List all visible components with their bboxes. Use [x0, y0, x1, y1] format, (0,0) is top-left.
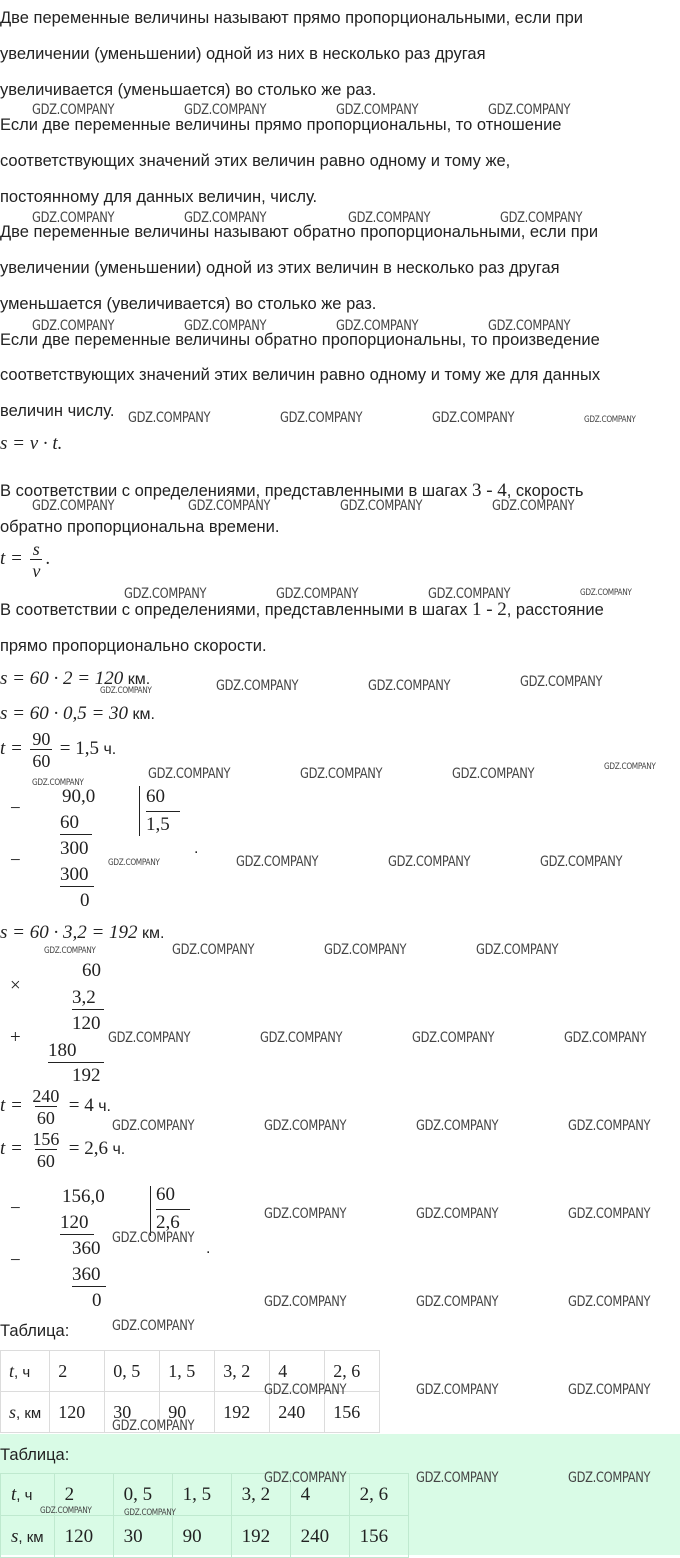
table-cell: 2, 6 [325, 1351, 380, 1392]
table-cell: 2 [54, 1474, 113, 1516]
watermark: GDZ.COMPANY [32, 778, 84, 788]
table-cell: 240 [290, 1516, 349, 1558]
minus-sign: − [10, 1250, 21, 1271]
watermark: GDZ.COMPANY [324, 942, 407, 958]
table-cell: 1, 5 [160, 1351, 215, 1392]
watermark: GDZ.COMPANY [452, 766, 535, 782]
row-header: t, ч [1, 1351, 50, 1392]
watermark: GDZ.COMPANY [184, 210, 267, 226]
table-cell: 0, 5 [113, 1474, 172, 1516]
times-sign: × [10, 975, 21, 996]
table-cell: 30 [113, 1516, 172, 1558]
factor: 3,2 [72, 987, 104, 1010]
table-cell: 1, 5 [172, 1474, 231, 1516]
table-cell: 3, 2 [215, 1351, 270, 1392]
step-text: обратно пропорциональна времени. [0, 518, 280, 536]
watermark: GDZ.COMPANY [300, 766, 383, 782]
definition-line: увеличивается (уменьшается) во столько же раз. [0, 81, 377, 99]
divisor: 60 [156, 1184, 175, 1205]
table-row [1, 1516, 409, 1558]
watermark: GDZ.COMPANY [112, 1230, 195, 1246]
divisor: 60 [146, 786, 165, 807]
definition-line: Две переменные величины называют прямо пропорциональными, если при [0, 9, 583, 27]
calc-line: s = 60 · 2 = 120 км. [0, 668, 151, 689]
watermark: GDZ.COMPANY [264, 1470, 347, 1486]
formula-distance: s = v · t. [0, 433, 63, 454]
watermark: GDZ.COMPANY [236, 854, 319, 870]
watermark: GDZ.COMPANY [568, 1470, 651, 1486]
calc-line: t = $\frac{156}{60}$ = 2,6 ч. [0, 1129, 126, 1171]
watermark: GDZ.COMPANY [112, 1318, 195, 1334]
watermark: GDZ.COMPANY [280, 410, 363, 426]
watermark: GDZ.COMPANY [564, 1030, 647, 1046]
table-cell: 3, 2 [231, 1474, 290, 1516]
watermark: GDZ.COMPANY [416, 1206, 499, 1222]
table-label: Таблица: [0, 1446, 70, 1464]
watermark: GDZ.COMPANY [476, 942, 559, 958]
watermark: GDZ.COMPANY [336, 318, 419, 334]
subtrahend: 360 [72, 1264, 106, 1287]
watermark: GDZ.COMPANY [40, 1506, 92, 1516]
partial-product: 180 [48, 1040, 104, 1063]
watermark: GDZ.COMPANY [488, 318, 571, 334]
definition-line: величин числу. [0, 402, 115, 420]
table-cell: 90 [160, 1392, 215, 1433]
watermark: GDZ.COMPANY [172, 942, 255, 958]
definition-line: соответствующих значений этих величин равно одному и тому же, [0, 152, 511, 170]
remainder: 0 [92, 1290, 102, 1311]
watermark: GDZ.COMPANY [108, 858, 160, 868]
watermark: GDZ.COMPANY [416, 1382, 499, 1398]
table-cell: 90 [172, 1516, 231, 1558]
product: 192 [72, 1065, 101, 1086]
watermark: GDZ.COMPANY [188, 498, 271, 514]
table-cell: 4 [270, 1351, 325, 1392]
row-header: s, км [1, 1392, 50, 1433]
calc-line: t = $\frac{90}{60}$ = 1,5 ч. [0, 729, 117, 771]
watermark: GDZ.COMPANY [32, 318, 115, 334]
table-cell: 156 [325, 1392, 380, 1433]
period: . [194, 840, 199, 857]
table-cell: 192 [215, 1392, 270, 1433]
watermark: GDZ.COMPANY [44, 946, 96, 956]
watermark: GDZ.COMPANY [604, 762, 656, 772]
watermark: GDZ.COMPANY [584, 415, 636, 425]
watermark: GDZ.COMPANY [124, 586, 207, 602]
watermark: GDZ.COMPANY [124, 1508, 176, 1518]
row-header: s, км [1, 1516, 55, 1558]
watermark: GDZ.COMPANY [32, 498, 115, 514]
table-cell: 240 [270, 1392, 325, 1433]
watermark: GDZ.COMPANY [112, 1418, 195, 1434]
definition-line: Если две переменные величины прямо пропорциональны, то отношение [0, 116, 562, 134]
table-cell: 120 [54, 1516, 113, 1558]
watermark: GDZ.COMPANY [216, 678, 299, 694]
subtrahend: 60 [60, 812, 92, 835]
calc-line: s = 60 · 3,2 = 192 км. [0, 922, 165, 943]
watermark: GDZ.COMPANY [32, 210, 115, 226]
watermark: GDZ.COMPANY [112, 1118, 195, 1134]
watermark: GDZ.COMPANY [568, 1294, 651, 1310]
table-cell: 4 [290, 1474, 349, 1516]
table-cell: 120 [50, 1392, 105, 1433]
watermark: GDZ.COMPANY [416, 1118, 499, 1134]
watermark: GDZ.COMPANY [184, 102, 267, 118]
row-header: t, ч [1, 1474, 55, 1516]
watermark: GDZ.COMPANY [264, 1206, 347, 1222]
watermark: GDZ.COMPANY [100, 686, 152, 696]
watermark: GDZ.COMPANY [412, 1030, 495, 1046]
watermark: GDZ.COMPANY [32, 102, 115, 118]
remainder: 300 [60, 838, 89, 859]
subtrahend: 300 [60, 864, 94, 887]
watermark: GDZ.COMPANY [348, 210, 431, 226]
watermark: GDZ.COMPANY [108, 1030, 191, 1046]
watermark: GDZ.COMPANY [580, 588, 632, 598]
watermark: GDZ.COMPANY [432, 410, 515, 426]
watermark: GDZ.COMPANY [540, 854, 623, 870]
watermark: GDZ.COMPANY [416, 1294, 499, 1310]
minus-sign: − [10, 850, 21, 871]
quotient: 1,5 [146, 814, 170, 835]
minus-sign: − [10, 798, 21, 819]
watermark: GDZ.COMPANY [128, 410, 211, 426]
watermark: GDZ.COMPANY [260, 1030, 343, 1046]
definition-line: увеличении (уменьшении) одной из них в несколько раз другая [0, 45, 486, 63]
remainder: 360 [72, 1238, 101, 1259]
table-cell: 2 [50, 1351, 105, 1392]
watermark: GDZ.COMPANY [264, 1294, 347, 1310]
watermark: GDZ.COMPANY [264, 1382, 347, 1398]
remainder: 0 [80, 890, 90, 911]
definition-line: увеличении (уменьшении) одной из этих величин в несколько раз другая [0, 259, 560, 277]
definition-line: Две переменные величины называют обратно пропорциональными, если при [0, 223, 599, 241]
watermark: GDZ.COMPANY [184, 318, 267, 334]
watermark: GDZ.COMPANY [336, 102, 419, 118]
watermark: GDZ.COMPANY [416, 1470, 499, 1486]
step-text: прямо пропорционально скорости. [0, 637, 267, 655]
watermark: GDZ.COMPANY [368, 678, 451, 694]
subtrahend: 120 [60, 1212, 94, 1235]
table-cell: 2, 6 [349, 1474, 408, 1516]
definition-line: постоянному для данных величин, числу. [0, 188, 318, 206]
formula-time: t = $\frac{s}{v}$ . [0, 539, 51, 581]
table-label: Таблица: [0, 1322, 70, 1340]
watermark: GDZ.COMPANY [568, 1382, 651, 1398]
watermark: GDZ.COMPANY [428, 586, 511, 602]
watermark: GDZ.COMPANY [500, 210, 583, 226]
dividend: 156,0 [62, 1186, 105, 1207]
minus-sign: − [10, 1198, 21, 1219]
watermark: GDZ.COMPANY [340, 498, 423, 514]
factor: 60 [82, 960, 101, 981]
table-cell: 0, 5 [105, 1351, 160, 1392]
watermark: GDZ.COMPANY [276, 586, 359, 602]
watermark: GDZ.COMPANY [488, 102, 571, 118]
watermark: GDZ.COMPANY [568, 1118, 651, 1134]
calc-line: s = 60 · 0,5 = 30 км. [0, 703, 155, 724]
partial-product: 120 [72, 1013, 101, 1034]
plus-sign: + [10, 1027, 21, 1048]
definition-line: уменьшается (увеличивается) во столько же раз. [0, 295, 377, 313]
watermark: GDZ.COMPANY [492, 498, 575, 514]
calc-line: t = $\frac{240}{60}$ = 4 ч. [0, 1086, 111, 1128]
watermark: GDZ.COMPANY [520, 674, 603, 690]
definition-line: Если две переменные величины обратно пропорциональны, то произведение [0, 331, 600, 349]
step-text: В соответствии с определениями, представленными в шагах 1 - 2, расстояние [0, 599, 604, 620]
quotient: 2,6 [156, 1212, 180, 1233]
table-cell: 192 [231, 1516, 290, 1558]
table-cell: 156 [349, 1516, 408, 1558]
watermark: GDZ.COMPANY [148, 766, 231, 782]
watermark: GDZ.COMPANY [264, 1118, 347, 1134]
watermark: GDZ.COMPANY [388, 854, 471, 870]
table-cell: 30 [105, 1392, 160, 1433]
step-text: В соответствии с определениями, представленными в шагах 3 - 4, скорость [0, 480, 584, 501]
watermark: GDZ.COMPANY [568, 1206, 651, 1222]
dividend: 90,0 [62, 786, 96, 807]
period: . [206, 1240, 211, 1257]
definition-line: соответствующих значений этих величин равно одному и тому же для данных [0, 366, 601, 384]
